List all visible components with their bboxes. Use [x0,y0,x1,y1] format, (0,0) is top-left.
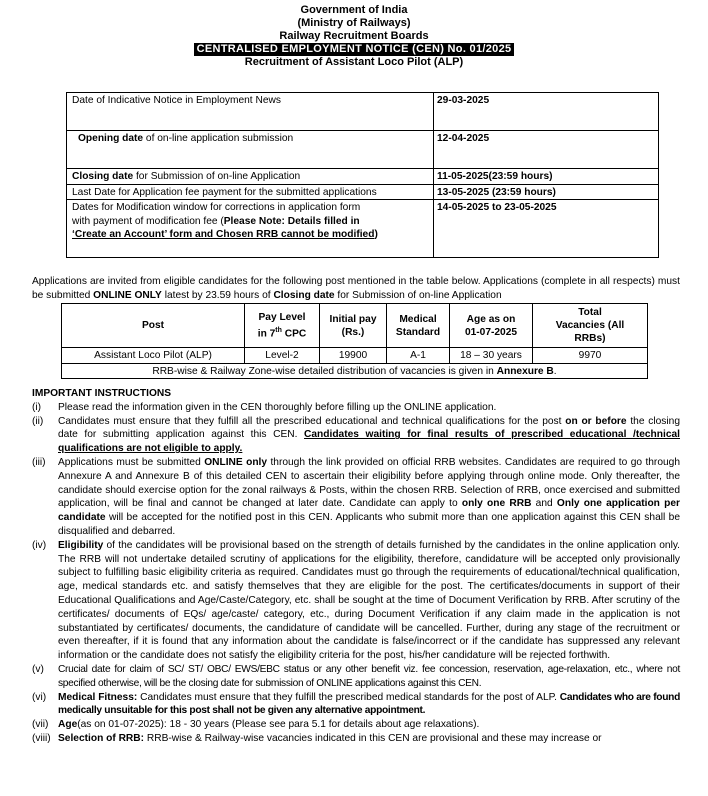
list-item: (iii) Applications must be submitted ONLINE only through the link provided on official RRB websites. Candidates are required to go through Annexure A and Annexure B of this detailed CEN to ascertain their eligibility before applying through online mode. Only thereafter, the candidate should exercise option for the zonal railways & Posts, within the chosen RRB. Selection of RRB, once exercised and submitted application, will be final and cannot be changed at later date. Candidate can apply to only one RRB and Only one application per candidate will be accepted for the notified post in this CEN. Applicants who submit more than one application against this CEN shall be disqualified and debarred. [32,456,680,537]
col-header-post: Post [62,304,245,348]
ministry-line: (Ministry of Railways) [297,17,411,29]
notice-subtitle: Recruitment of Assistant Loco Pilot (ALP) [244,56,464,68]
col-header-age: Age as on 01-07-2025 [450,304,533,348]
dates-label: Closing date for Submission of on-line Application [67,169,434,185]
list-item: (vii) Age(as on 01-07-2025): 18 - 30 years (Please see para 5.1 for details about age relaxations). [32,719,480,731]
intro-paragraph: Applications are invited from eligible candidates for the following post mentioned in the table below. Applications (complete in all respects) must be submitted ONLINE ONLY latest by 23.59 hours of Closing date for Submission of on-line Application [32,276,680,301]
instructions-title: IMPORTANT INSTRUCTIONS [32,388,172,399]
dates-value: 12-04-2025 [434,131,659,169]
dates-label: Opening date of on-line application submission [67,131,434,169]
dates-table [66,92,659,258]
table-row [62,348,648,364]
cell-post: Assistant Loco Pilot (ALP) [62,348,245,364]
col-header-initial-pay: Initial pay (Rs.) [320,304,387,348]
dates-label: Last Date for Application fee payment for the submitted applications [67,184,434,200]
annexure-note: RRB-wise & Railway Zone-wise detailed distribution of vacancies is given in Annexure B. [62,364,648,379]
col-header-medical: Medical Standard [387,304,450,348]
dates-value: 13-05-2025 (23:59 hours) [434,184,659,200]
dates-label: Date of Indicative Notice in Employment News [67,93,434,131]
notice-header [0,4,708,69]
col-header-vacancies: Total Vacancies (All RRBs) [533,304,648,348]
list-item: (ii) Candidates must ensure that they fulfill all the prescribed educational and technical qualifications for the post on or before the closing date for submitting application against this CEN. Candidates waiting for final results of prescribed educational /technical qualifications are not eligible to apply. [32,415,680,455]
cell-pay: 19900 [320,348,387,364]
govt-line: Government of India [300,4,408,16]
cell-age: 18 – 30 years [450,348,533,364]
rrb-line: Railway Recruitment Boards [279,30,429,42]
post-table [61,303,648,379]
list-item: (vi) Medical Fitness: Candidates must ensure that they fulfill the prescribed medical standards for the post of ALP. Candidates who are found medically unsuitable for this post shall not be given any alternative appointment. [32,691,680,717]
cell-level: Level-2 [245,348,320,364]
dates-value: 14-05-2025 to 23-05-2025 [434,200,659,258]
dates-label: Dates for Modification window for corrections in application form with payment of modification fee (Please Note: Details filled in ‘Create an Account’ form and Chosen RRB cannot be modified) [67,200,434,258]
dates-value: 29-03-2025 [434,93,659,131]
dates-value: 11-05-2025(23:59 hours) [434,169,659,185]
list-item: (viii) Selection of RRB: RRB-wise & Railway-wise vacancies indicated in this CEN are provisional and these may increase or [32,732,602,744]
notice-title: CENTRALISED EMPLOYMENT NOTICE (CEN) No. 01/2025 [194,43,515,56]
list-item: (i) Please read the information given in the CEN thoroughly before filling up the ONLINE application. [32,401,497,413]
cell-vacancies: 9970 [533,348,648,364]
list-item: (v) Crucial date for claim of SC/ ST/ OBC/ EWS/EBC status or any other benefit viz. fee concession, reservation, age-relaxation, etc., where not specified otherwise, will be the closing date for submission of ONLINE applications against this CEN. [32,663,680,689]
list-item: (iv) Eligibility of the candidates will be provisional based on the strength of details furnished by the candidates in the online application only. The RRB will not undertake detailed scrutiny of applications for the eligibility, therefore, candidature will be accepted only provisionally subject to fulfilling basic eligibility criteria as required. Candidates must go through the requirements of educational/technical qualification, age, medical standards etc. and satisfy themselves that they are eligible for the post. The certificates/documents in support of their Educational Qualifications and Age/Caste/Category, etc. shall be sought at the time of Document Verification by RRB. After scrutiny of the certificates/ documents of EQs/ age/caste/ category, etc., during Document Verification if any claim made in the application is not substantiated by certificates/ documents, the candidature of candidate will be cancelled. Further, during any stage of the recruitment or even thereafter, if it is found that any information about the candidate is false/incorrect or if the candidate has suppressed any relevant information or the candidate does not satisfy the eligibility criteria for the post, his/her candidature will be rejected forthwith. [32,539,680,662]
instructions-section [32,387,680,746]
col-header-pay-level: Pay Level in 7th CPC [245,304,320,348]
cell-medical: A-1 [387,348,450,364]
